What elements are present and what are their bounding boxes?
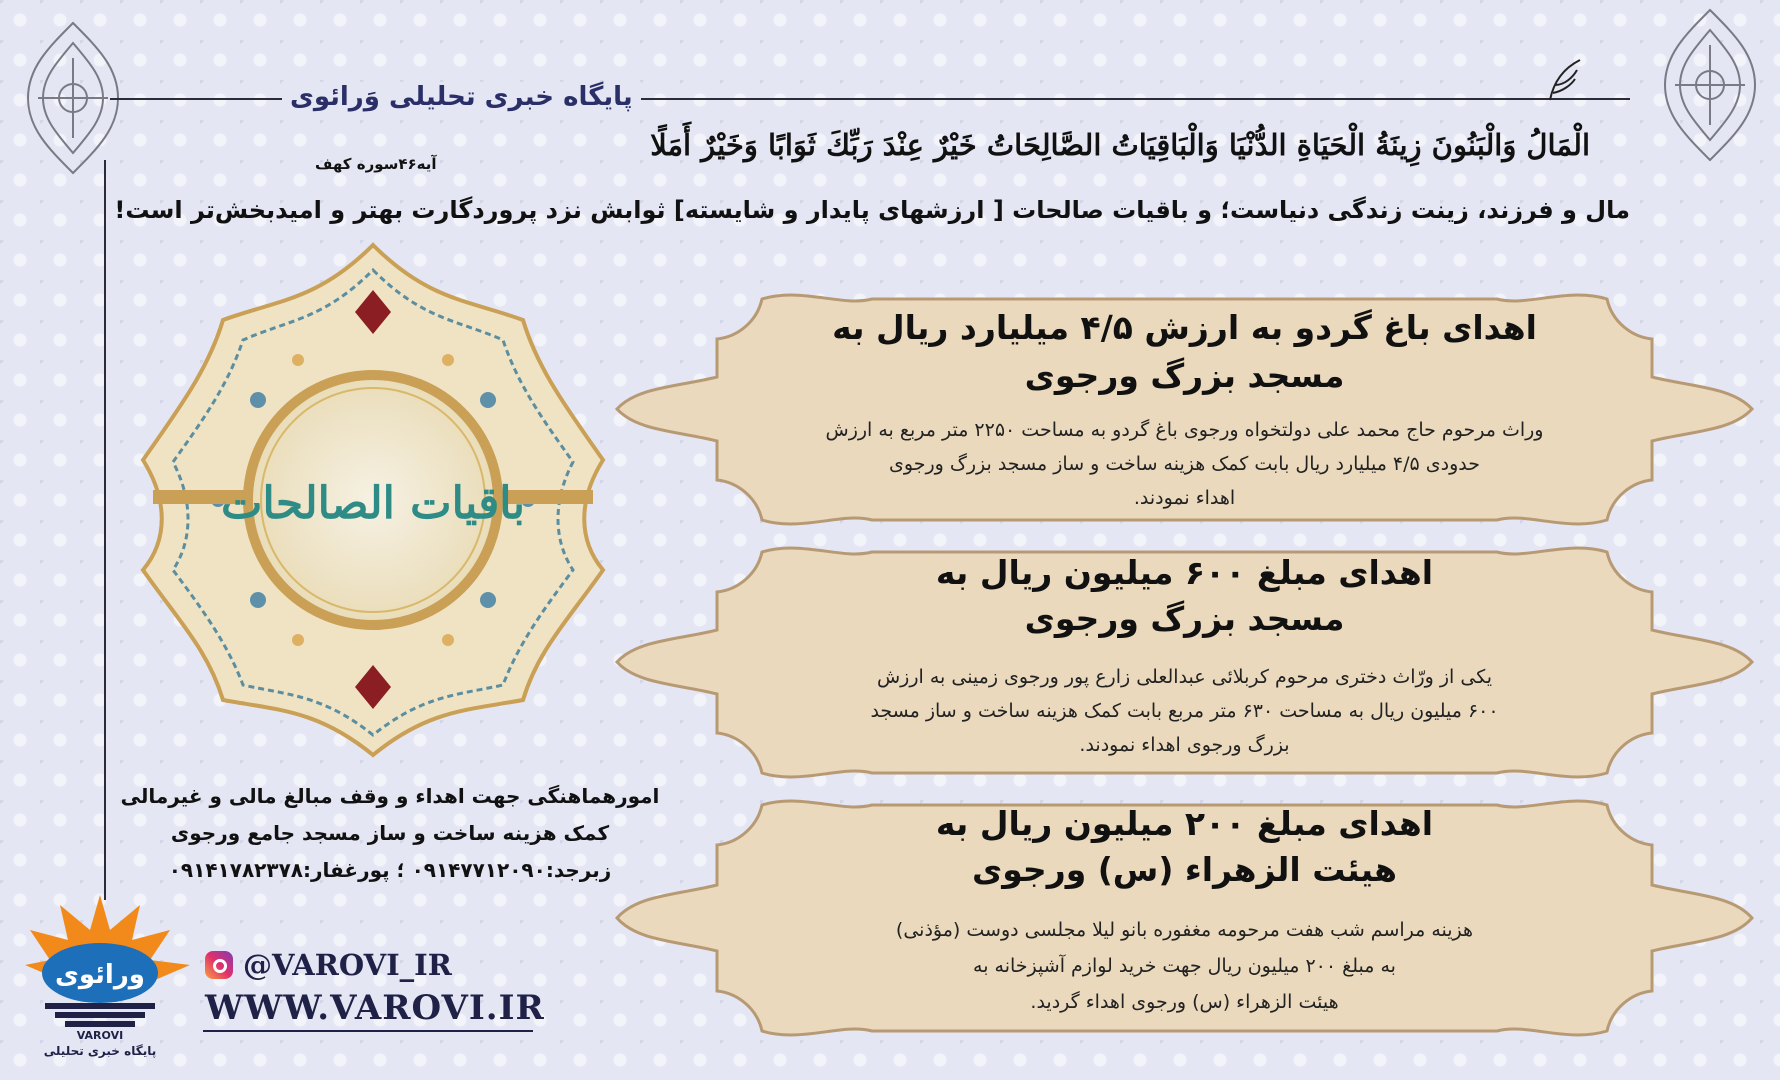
coordination-line-1: امورهماهنگی جهت اهداء و وقف مبالغ مالی و غیرمالی [120,784,660,808]
card-title-line-1: اهدای مبلغ ۶۰۰ میلیون ریال به [935,553,1434,592]
card-title-line-1: اهدای باغ گردو به ارزش ۴/۵ میلیارد ریال به [832,308,1537,347]
card-body-line-3: هیئت الزهراء (س) ورجوی اهداء گردید. [1030,991,1339,1013]
website-underline [203,1030,533,1032]
card-body-line-1: هزینه مراسم شب هفت مرحومه مغفوره بانو لیلا مجلسی دوست (مؤذنی) [895,919,1474,941]
corner-ornament-right [1655,5,1765,165]
coordination-info [100,778,680,889]
card-title-line-2: مسجد بزرگ ورجوی [1024,599,1345,638]
website-link[interactable]: WWW.VAROVI.IR [205,988,545,1028]
baqiyat-medallion [138,240,608,760]
site-title: پایگاه خبری تحلیلی وَرائوی [282,82,641,112]
logo-name: ورائوی [55,960,145,990]
donation-card-2 [612,540,1757,785]
card-body-line-2: حدودی ۴/۵ میلیارد ریال بابت کمک هزینه ساخت و ساز مسجد بزرگ ورجوی [889,453,1480,475]
card-body-line-1: وراث مرحوم حاج محمد علی دولتخواه ورجوی باغ گردو به مساحت ۲۲۵۰ متر مربع به ارزش [825,419,1544,441]
card-title-line-2: مسجد بزرگ ورجوی [1024,356,1345,395]
card-title-line-1: اهدای مبلغ ۲۰۰ میلیون ریال به [935,804,1434,843]
card-body-line-3: بزرگ ورجوی اهداء نمودند. [1079,734,1290,756]
logo-caption: پایگاه خبری تحلیلی [43,1044,157,1058]
medallion-calligraphy: باقیات الصالحات [221,478,525,529]
card-body-line-1: یکی از ورّاث دختری مرحوم کربلائی عبدالعلی زارع پور ورجوی زمینی به ارزش [876,666,1492,688]
card-body-line-2: به مبلغ ۲۰۰ میلیون ریال جهت خرید لوازم آشپزخانه به [973,955,1396,977]
instagram-handle[interactable]: @VAROVI_IR [243,948,452,982]
card-body-line-3: اهداء نمودند. [1133,487,1236,509]
coordination-contacts: زبرجد:۰۹۱۴۷۷۱۲۰۹۰ ؛ پورغفار:۰۹۱۴۱۷۸۲۳۷۸ [168,858,612,882]
verse-translation: مال و فرزند، زینت زندگی دنیاست؛ و باقیات صالحات [ ارزشهای پایدار و شایسته] ثوابش نزد پروردگارت بهتر و امیدبخش‌تر است! [114,196,1630,224]
card-title-line-2: هیئت الزهراء (س) ورجوی [972,850,1397,889]
card-body-line-2: ۶۰۰ میلیون ریال به مساحت ۶۳۰ متر مربع بابت کمک هزینه ساخت و ساز مسجد [870,700,1499,722]
donation-card-1 [612,287,1757,532]
coordination-line-2: کمک هزینه ساخت و ساز مسجد جامع ورجوی [170,821,610,845]
donation-card-3 [612,793,1757,1043]
verse-reference: آیه۴۶سوره کهف [315,155,437,173]
instagram-handle-row[interactable] [205,948,452,982]
logo-latin: VAROVI [76,1029,124,1042]
instagram-icon [205,951,233,979]
quran-verse: الْمَالُ وَالْبَنُونَ زِينَةُ الْحَيَاةِ الدُّنْيَا وَالْبَاقِيَاتُ الصَّالِحَاتُ خَيْرٌ عِنْدَ رَبِّكَ ثَوَابًا وَخَيْرٌ أَمَلًا [650,128,1590,162]
varovi-logo [0,885,200,1065]
bismillah-signature [1545,55,1585,105]
